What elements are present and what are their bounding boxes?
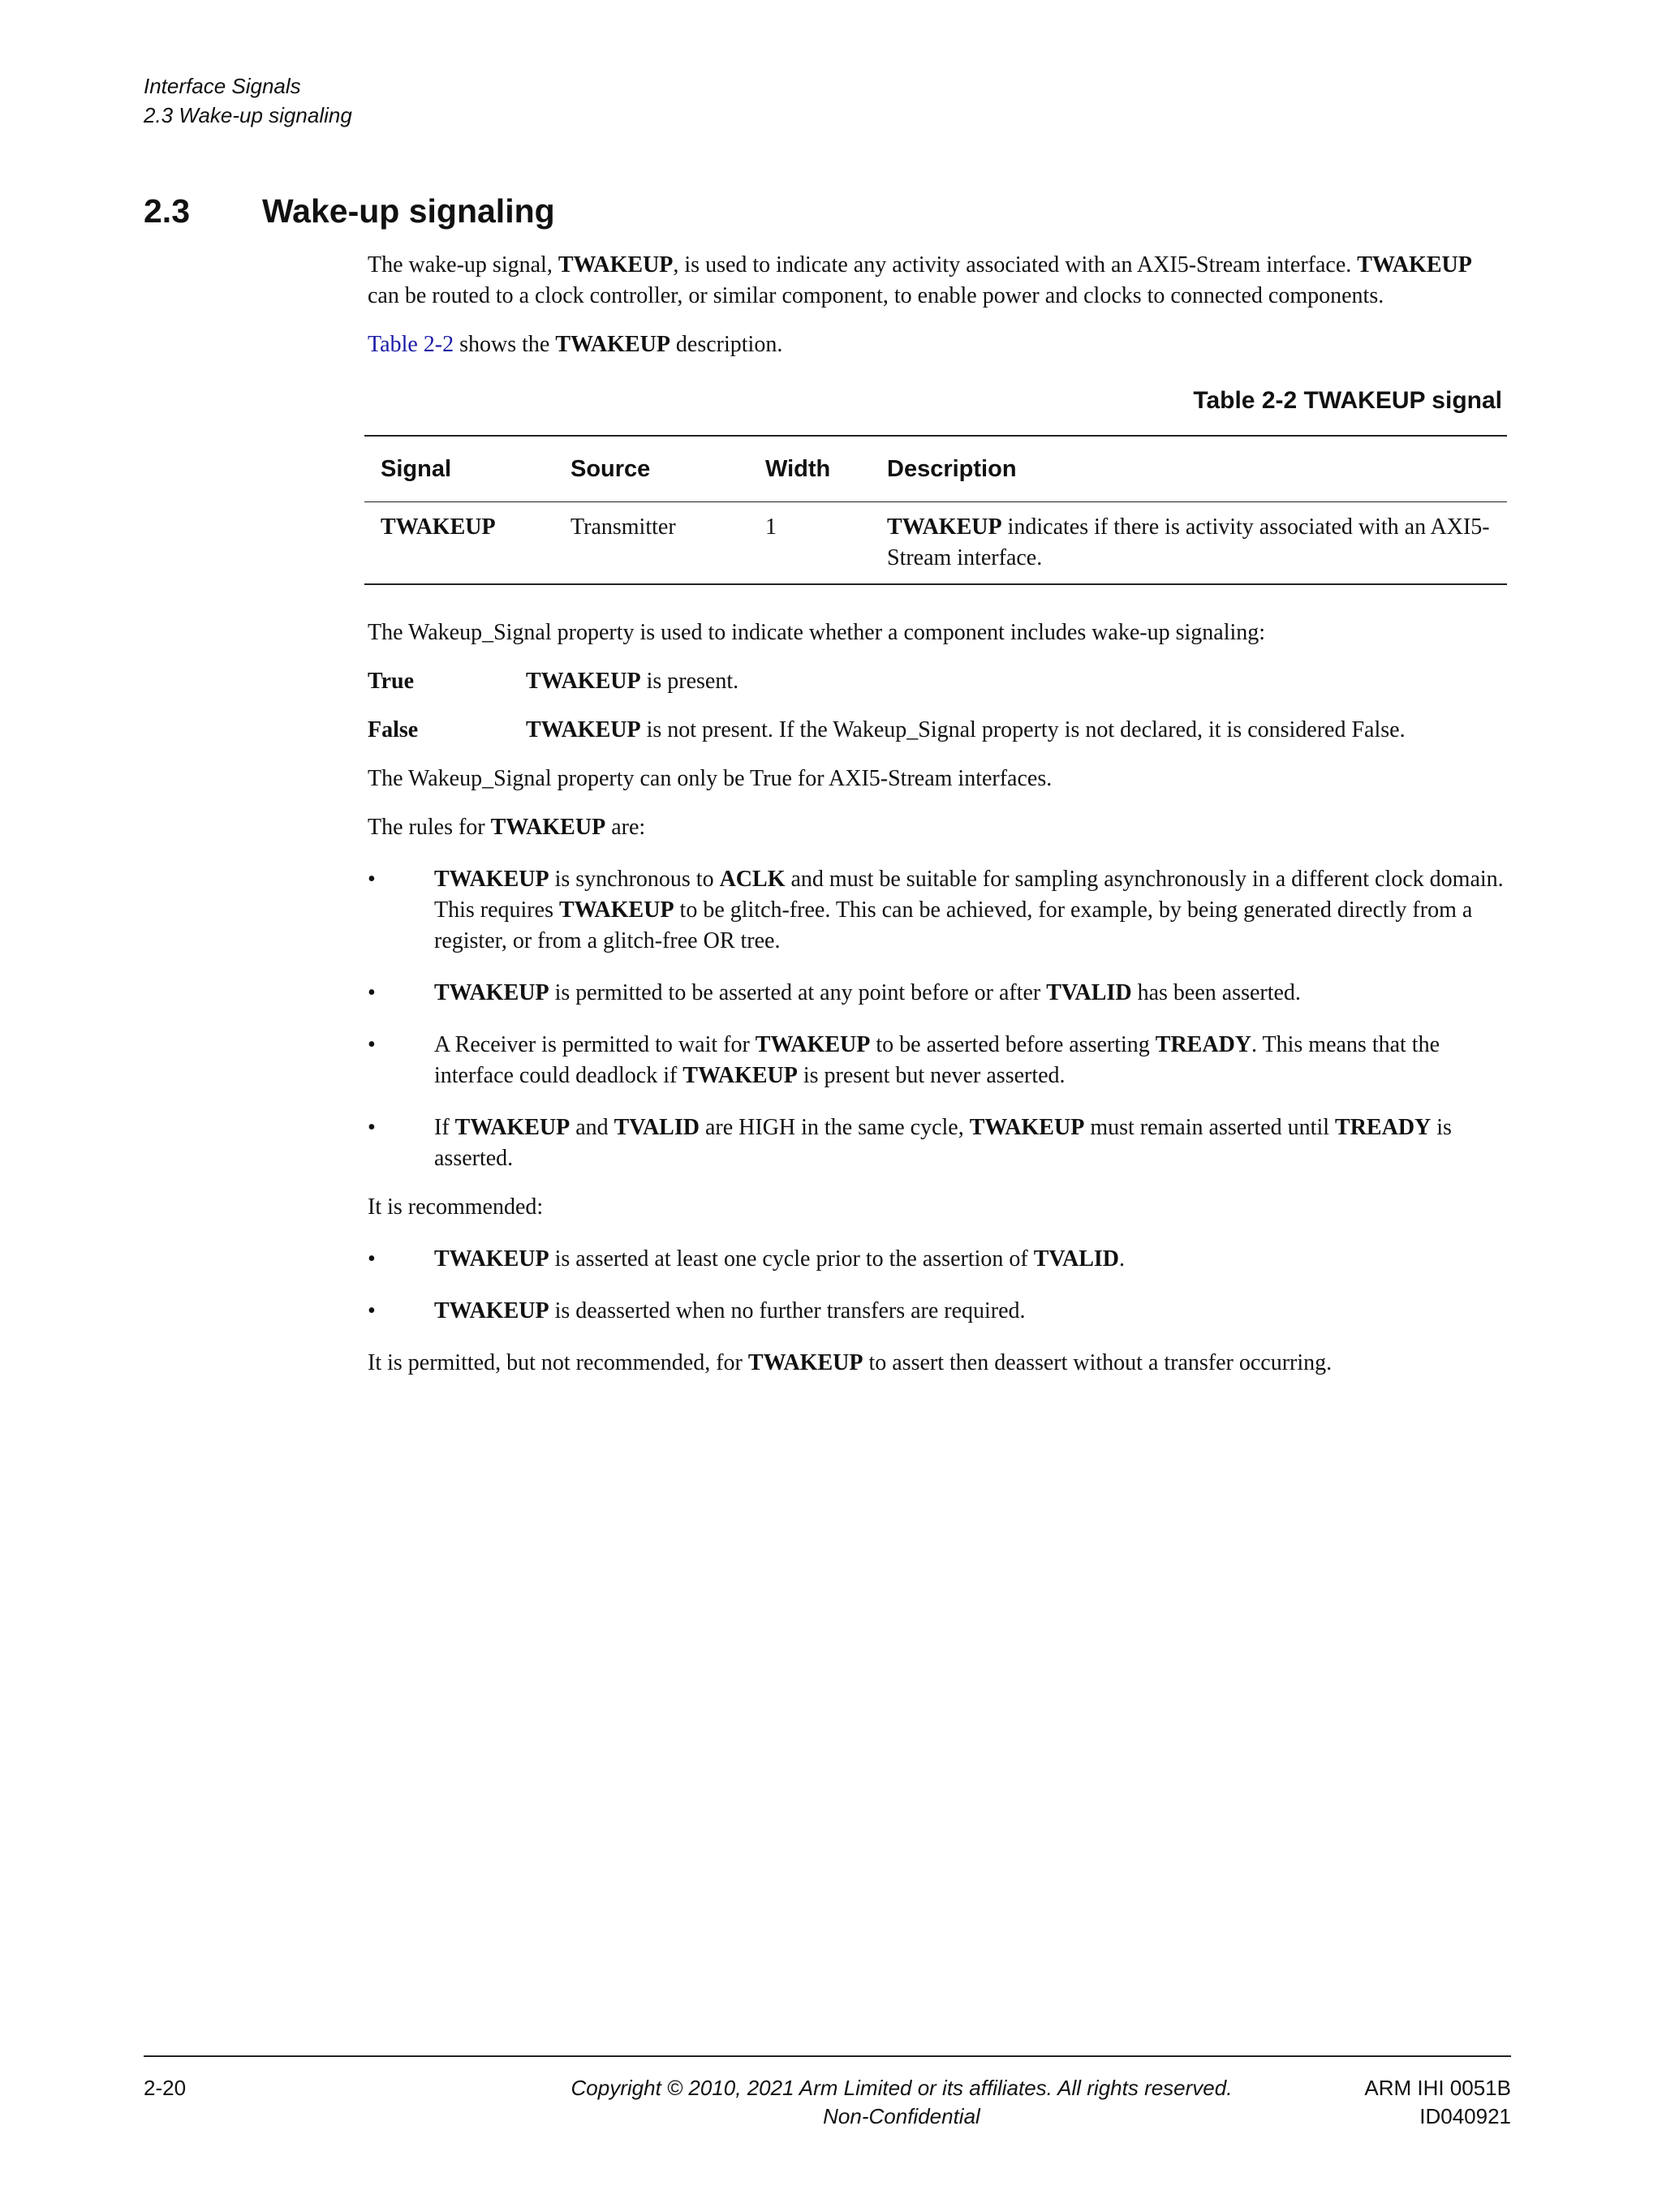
closing-paragraph bbox=[368, 1348, 1508, 1379]
table-2-2-link[interactable]: Table 2-2 bbox=[368, 332, 454, 357]
signal-name: TWAKEUP bbox=[887, 514, 1002, 540]
text: to be asserted before asserting bbox=[870, 1032, 1156, 1057]
text: description. bbox=[670, 332, 783, 357]
text: is present. bbox=[640, 669, 739, 694]
column-header-width: Width bbox=[749, 436, 871, 502]
column-header-source: Source bbox=[554, 436, 749, 502]
footer-copyright bbox=[438, 2074, 1365, 2131]
signal-name: TVALID bbox=[1033, 1246, 1120, 1272]
text: can be routed to a clock controller, or similar component, to enable power and clocks to connected components. bbox=[368, 283, 1384, 308]
footer-divider bbox=[144, 2055, 1511, 2057]
text: to assert then deassert without a transfer occurring. bbox=[863, 1350, 1333, 1375]
signal-name: TWAKEUP bbox=[434, 980, 549, 1005]
cell-signal bbox=[364, 502, 554, 585]
list-item bbox=[368, 978, 1508, 1009]
signal-name: TWAKEUP bbox=[558, 252, 674, 278]
table-reference-paragraph bbox=[368, 329, 1508, 360]
text: , is used to indicate any activity associated with an AXI5-Stream interface. bbox=[673, 252, 1358, 278]
signal-name: TWAKEUP bbox=[969, 1115, 1085, 1140]
text: is deasserted when no further transfers are required. bbox=[549, 1298, 1026, 1323]
signal-name: TVALID bbox=[1046, 980, 1132, 1005]
issue-id: ID040921 bbox=[1419, 2104, 1511, 2128]
definition-desc-false bbox=[526, 715, 1508, 746]
text: . This means that the interface could deadlock if bbox=[434, 1032, 1440, 1088]
section-title: Wake-up signaling bbox=[262, 192, 555, 230]
definition-true bbox=[368, 666, 1508, 697]
signal-name: TWAKEUP bbox=[526, 669, 641, 694]
text: is asserted at least one cycle prior to the assertion of bbox=[549, 1246, 1034, 1272]
definition-false bbox=[368, 715, 1508, 746]
table-row bbox=[364, 502, 1507, 585]
confidentiality-line: Non-Confidential bbox=[823, 2104, 980, 2128]
list-item bbox=[368, 1244, 1508, 1275]
list-item bbox=[368, 1112, 1508, 1174]
signal-name: TWAKEUP bbox=[454, 1115, 571, 1140]
text: is permitted to be asserted at any point before or after bbox=[549, 980, 1047, 1005]
text: and bbox=[570, 1115, 614, 1140]
text: must remain asserted until bbox=[1084, 1115, 1336, 1140]
cell-source: Transmitter bbox=[571, 514, 676, 540]
signal-name: TWAKEUP bbox=[555, 332, 670, 357]
running-header-section: 2.3 Wake-up signaling bbox=[144, 103, 352, 127]
signal-name: TREADY bbox=[1155, 1032, 1252, 1057]
intro-paragraph bbox=[368, 250, 1508, 312]
signal-name: TWAKEUP bbox=[434, 1246, 549, 1272]
table-header-row bbox=[364, 436, 1507, 502]
text: indicates if there is activity associated with an AXI5-Stream interface. bbox=[887, 514, 1490, 570]
signal-name: TWAKEUP bbox=[434, 867, 549, 892]
column-header-signal: Signal bbox=[364, 436, 554, 502]
bullet: • bbox=[368, 1298, 376, 1323]
recommended-list bbox=[368, 1244, 1508, 1327]
running-header-chapter: Interface Signals bbox=[144, 74, 301, 98]
cell-width: 1 bbox=[765, 514, 777, 540]
footer-page-number: 2-20 bbox=[144, 2076, 187, 2100]
twakeup-signal-table bbox=[364, 435, 1507, 585]
signal-name: TREADY bbox=[1335, 1115, 1432, 1140]
signal-name: TWAKEUP bbox=[490, 815, 606, 840]
copyright-line: Copyright © 2010, 2021 Arm Limited or its affiliates. All rights reserved. bbox=[571, 2076, 1233, 2100]
list-item bbox=[368, 1296, 1508, 1327]
text: are: bbox=[605, 815, 646, 840]
text: shows the bbox=[454, 332, 556, 357]
property-intro: The Wakeup_Signal property is used to indicate whether a component includes wake-up signaling: bbox=[368, 620, 1266, 645]
text: It is permitted, but not recommended, for bbox=[368, 1350, 748, 1375]
signal-name: ACLK bbox=[719, 867, 786, 892]
list-item bbox=[368, 864, 1508, 957]
signal-name: TWAKEUP bbox=[747, 1350, 863, 1375]
signal-name: TVALID bbox=[614, 1115, 700, 1140]
property-only-true: The Wakeup_Signal property can only be True for AXI5-Stream interfaces. bbox=[368, 766, 1053, 791]
bullet: • bbox=[368, 1115, 376, 1140]
recommended-intro: It is recommended: bbox=[368, 1194, 544, 1220]
text: is synchronous to bbox=[549, 867, 720, 892]
table-caption: Table 2-2 TWAKEUP signal bbox=[1193, 387, 1502, 414]
bullet: • bbox=[368, 1032, 376, 1057]
cell-description bbox=[871, 502, 1507, 585]
bullet: • bbox=[368, 867, 376, 892]
text: is asserted. bbox=[434, 1115, 1452, 1171]
text: is present but never asserted. bbox=[797, 1063, 1066, 1088]
text: A Receiver is permitted to wait for bbox=[434, 1032, 756, 1057]
text: are HIGH in the same cycle, bbox=[699, 1115, 970, 1140]
signal-name: TWAKEUP bbox=[755, 1032, 871, 1057]
section-heading bbox=[144, 188, 555, 234]
bullet: • bbox=[368, 1246, 376, 1272]
column-header-description: Description bbox=[871, 436, 1507, 502]
signal-name: TWAKEUP bbox=[434, 1298, 549, 1323]
signal-name: TWAKEUP bbox=[381, 514, 496, 540]
text: and must be suitable for sampling asynchronously in a different clock domain. This requires bbox=[434, 867, 1504, 923]
definition-term-true: True bbox=[368, 669, 415, 694]
property-definition-list bbox=[368, 666, 1508, 746]
text: If bbox=[434, 1115, 455, 1140]
text: to be glitch-free. This can be achieved, for example, by being generated directly from a register, or from a glitch-free OR tree. bbox=[434, 897, 1473, 953]
section-number: 2.3 bbox=[144, 192, 190, 230]
text: . bbox=[1119, 1246, 1126, 1272]
footer-document-id bbox=[1364, 2074, 1511, 2131]
list-item bbox=[368, 1030, 1508, 1091]
text: The rules for bbox=[368, 815, 491, 840]
rules-list bbox=[368, 864, 1508, 1174]
signal-name: TWAKEUP bbox=[526, 717, 641, 742]
signal-name: TWAKEUP bbox=[1357, 252, 1472, 278]
text: The wake-up signal, bbox=[368, 252, 558, 278]
text: has been asserted. bbox=[1131, 980, 1301, 1005]
text: is not present. If the Wakeup_Signal property is not declared, it is considered False. bbox=[640, 717, 1406, 742]
signal-name: TWAKEUP bbox=[682, 1063, 798, 1088]
running-header bbox=[144, 71, 352, 130]
bullet: • bbox=[368, 980, 376, 1005]
body-content bbox=[368, 250, 1508, 1396]
definition-term-false: False bbox=[368, 717, 419, 742]
rules-intro bbox=[368, 812, 1508, 843]
definition-desc-true bbox=[526, 666, 1508, 697]
signal-name: TWAKEUP bbox=[558, 897, 674, 923]
document-number: ARM IHI 0051B bbox=[1364, 2076, 1511, 2100]
